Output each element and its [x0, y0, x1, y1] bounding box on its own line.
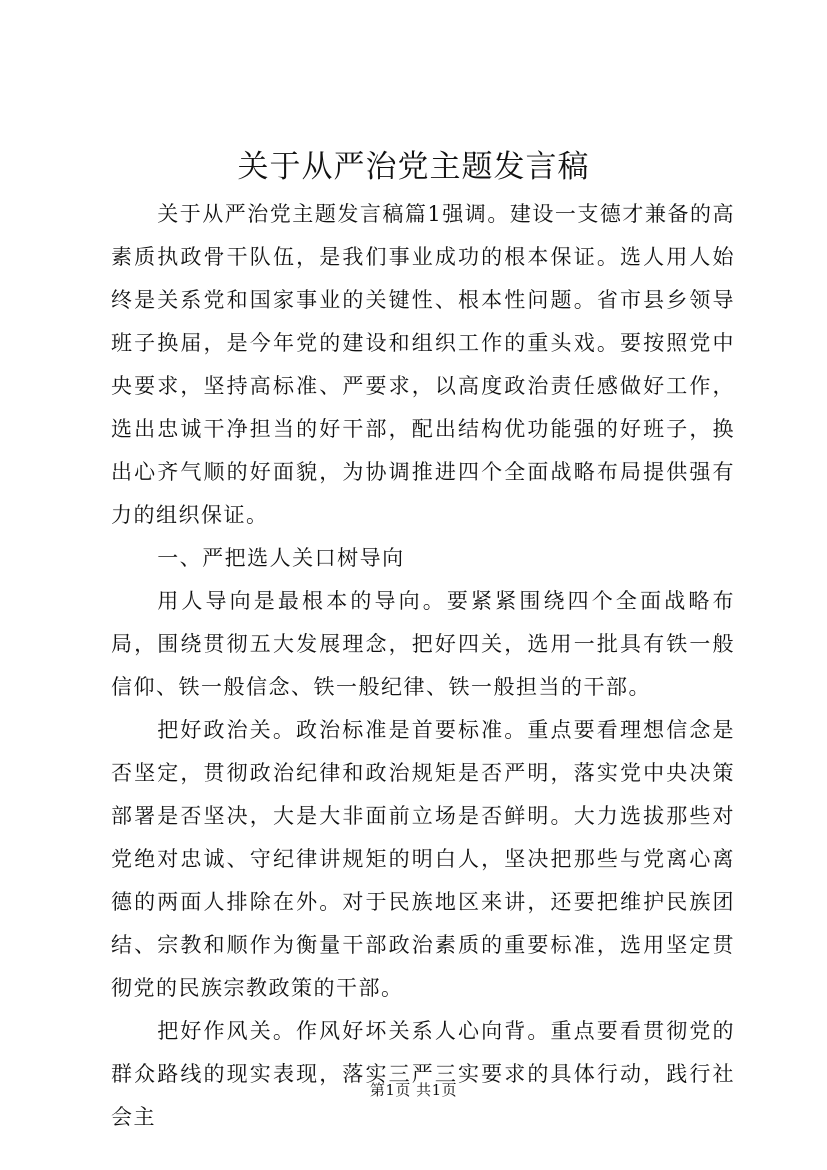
section-heading: 一、严把选人关口树导向 [157, 546, 405, 570]
document-body [111, 193, 735, 1139]
page-footer: 第1页 共1页 [369, 1081, 458, 1099]
document-title: 关于从严治党主题发言稿 [237, 149, 590, 185]
paragraph-intro: 关于从严治党主题发言稿篇1强调。建设一支德才兼备的高素质执政骨干队伍，是我们事业成功的根本保证。选人用人始终是关系党和国家事业的关键性、根本性问题。省市县乡领导班子换届，是今年党的建设和组织工作的重头戏。要按照党中央要求，坚持高标准、严要求，以高度政治责任感做好工作，选出忠诚干净担当的好干部，配出结构优功能强的好班子，换出心齐气顺的好面貌，为协调推进四个全面战略布局提供强有力的组织保证。 [111, 202, 735, 527]
paragraph-conduct: 把好作风关。作风好坏关系人心向背。重点要看贯彻党的群众路线的现实表现，落实三严三实要求的具体行动，践行社会主 [111, 1019, 735, 1129]
paragraph-guidance: 用人导向是最根本的导向。要紧紧围绕四个全面战略布局，围绕贯彻五大发展理念，把好四关，选用一批具有铁一般信仰、铁一般信念、铁一般纪律、铁一般担当的干部。 [111, 589, 735, 699]
paragraph-political: 把好政治关。政治标准是首要标准。重点要看理想信念是否坚定，贯彻政治纪律和政治规矩是否严明，落实党中央决策部署是否坚决，大是大非面前立场是否鲜明。大力选拔那些对党绝对忠诚、守纪律讲规矩的明白人，坚决把那些与党离心离德的两面人排除在外。对于民族地区来讲，还要把维护民族团结、宗教和顺作为衡量干部政治素质的重要标准，选用坚定贯彻党的民族宗教政策的干部。 [111, 718, 735, 1000]
